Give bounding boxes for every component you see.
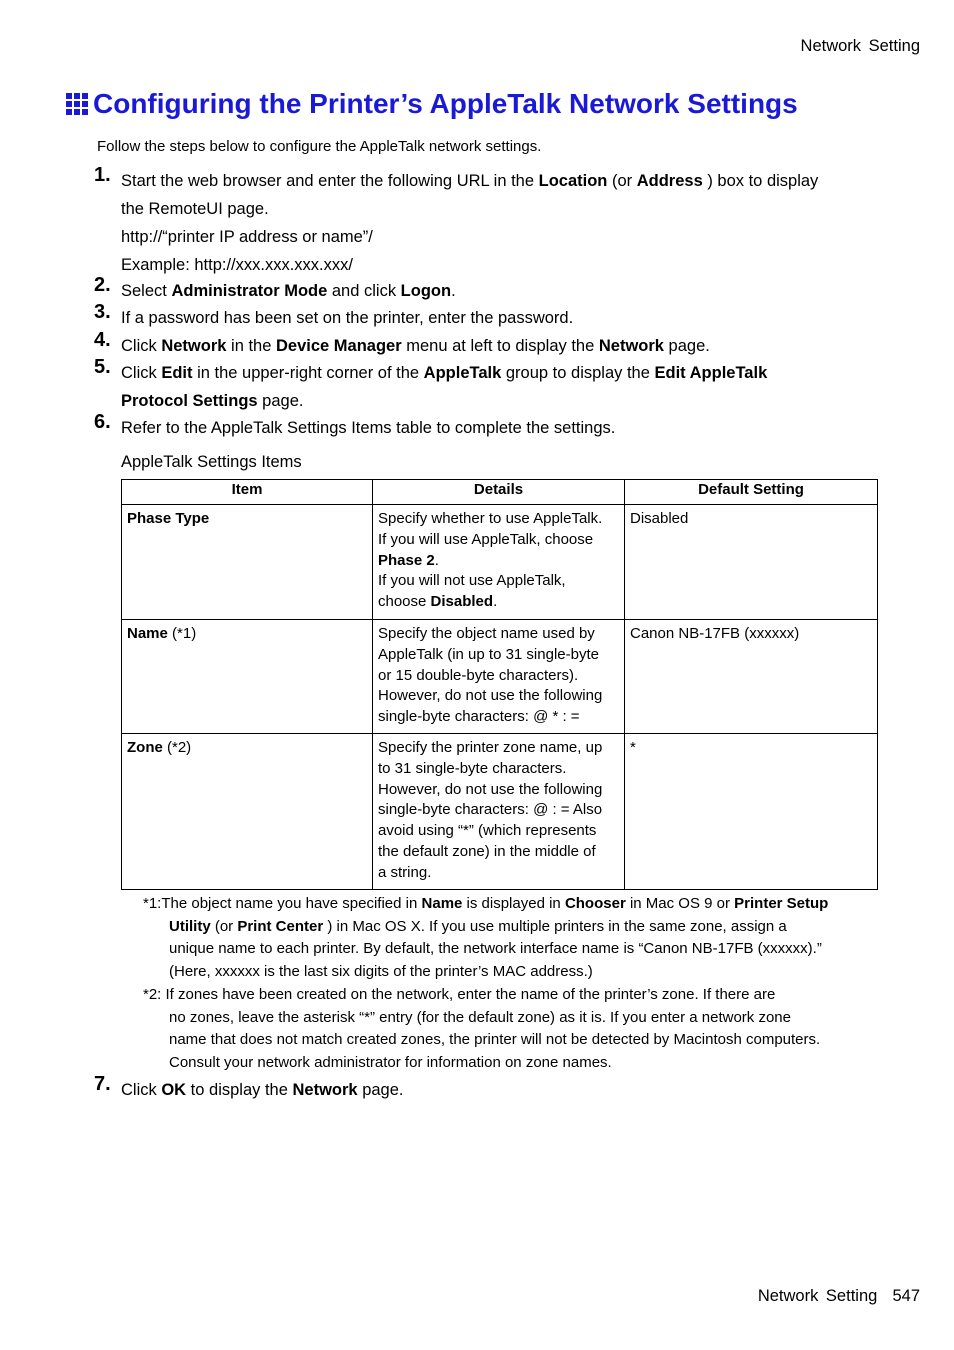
table-row	[122, 620, 878, 734]
step-number: 3.	[94, 301, 111, 323]
default-cell: Disabled	[625, 505, 878, 620]
settings-table	[121, 479, 878, 890]
column-header: Item	[122, 480, 373, 505]
step-number: 2.	[94, 274, 111, 296]
step-number: 7.	[94, 1073, 111, 1095]
step-text: Click Edit in the upper-right corner of the AppleTalk group to display the Edit AppleTalk Protocol Settings page.	[121, 364, 768, 410]
table-header-row	[122, 480, 878, 505]
default-cell: *	[625, 734, 878, 890]
title-row	[66, 88, 798, 120]
column-header: Default Setting	[625, 480, 878, 505]
intro-text: Follow the steps below to configure the AppleTalk network settings.	[97, 138, 542, 155]
step-text: Start the web browser and enter the following URL in the Location (or Address ) box to display the RemoteUI page. http://“printer IP address or name”/ Example: http://xxx.xxx.xxx.xxx/	[121, 167, 818, 279]
footer-section: Network Setting	[757, 1287, 878, 1305]
details-cell: Specify the printer zone name, up to 31 single-byte characters. However, do not use the following single-byte characters: @ : = Also avoid using “*” (which represents the default zone) in the middle of a string.	[373, 734, 625, 890]
step-number: 5.	[94, 356, 111, 378]
running-footer	[758, 1287, 920, 1306]
step-number: 1.	[94, 164, 111, 186]
step-text: Click OK to display the Network page.	[121, 1081, 404, 1099]
step-text: If a password has been set on the printer, enter the password.	[121, 309, 574, 327]
table-row	[122, 505, 878, 620]
url-example: Example: http://xxx.xxx.xxx.xxx/	[121, 256, 353, 274]
details-cell: Specify whether to use AppleTalk. If you will use AppleTalk, choose Phase 2. If you will not use AppleTalk, choose Disabled.	[373, 505, 625, 620]
details-cell: Specify the object name used by AppleTalk (in up to 31 single-byte or 15 double-byte characters). However, do not use the following single-byte characters: @ * : =	[373, 620, 625, 734]
item-cell: Phase Type	[122, 505, 373, 620]
running-header: Network Setting	[800, 37, 920, 55]
footnote-1: *1:The object name you have specified in Name is displayed in Chooser in Mac OS 9 or Printer Setup Utility (or Print Center ) in Mac OS X. If you use multiple printers in the same zone, assign a unique name to each printer. By default, the network interface name is “Canon NB-17FB (xxxxxx).” (Here, xxxxxx is the last six digits of the printer’s MAC address.)	[143, 895, 829, 980]
footnote-2: *2: If zones have been created on the network, enter the name of the printer’s zone. If there are no zones, leave the asterisk “*” entry (for the default zone) as it is. If you enter a network zone name that does not match created zones, the printer will not be detected by Macintosh computers. Consult your network administrator for information on zone names.	[143, 986, 821, 1071]
table-row	[122, 734, 878, 890]
item-cell: Zone (*2)	[122, 734, 373, 890]
page-title: Configuring the Printer’s AppleTalk Network Settings	[93, 88, 798, 119]
item-cell: Name (*1)	[122, 620, 373, 734]
step-number: 6.	[94, 411, 111, 433]
table-caption: AppleTalk Settings Items	[121, 453, 302, 471]
column-header: Details	[373, 480, 625, 505]
step-text: Refer to the AppleTalk Settings Items table to complete the settings.	[121, 419, 616, 437]
step-text: Click Network in the Device Manager menu at left to display the Network page.	[121, 337, 710, 355]
step-text: Select Administrator Mode and click Logon.	[121, 282, 456, 300]
grid-bullet-icon	[66, 93, 88, 115]
url-template: http://“printer IP address or name”/	[121, 228, 373, 246]
step-number: 4.	[94, 329, 111, 351]
default-cell: Canon NB-17FB (xxxxxx)	[625, 620, 878, 734]
page-number: 547	[892, 1287, 920, 1305]
